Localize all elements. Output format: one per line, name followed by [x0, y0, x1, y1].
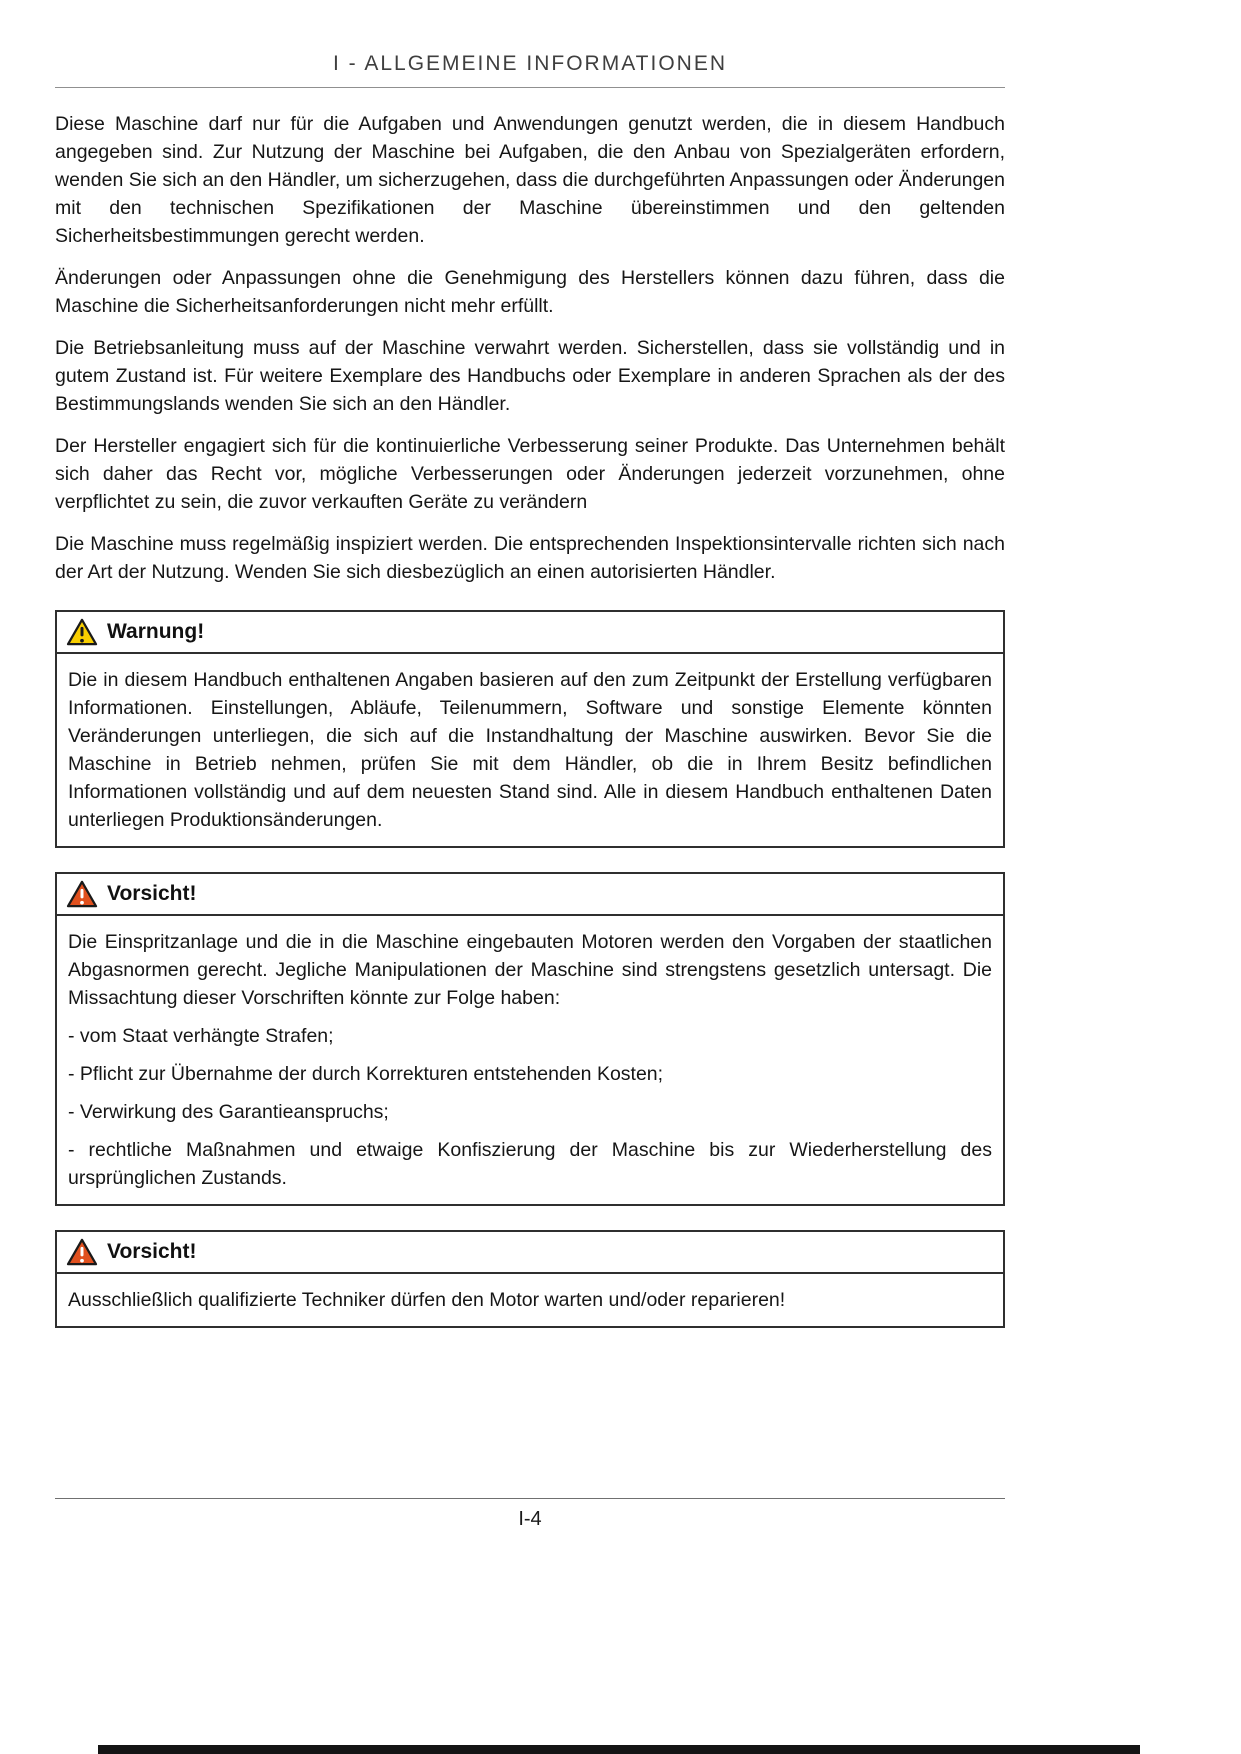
- header-divider: [55, 87, 1005, 88]
- warning-box-header: [57, 612, 1003, 654]
- caution-list-item: - rechtliche Maßnahmen und etwaige Konfiszierung der Maschine bis zur Wiederherstellung des ursprünglichen Zustands.: [68, 1139, 992, 1189]
- footer-divider: [55, 1498, 1005, 1499]
- caution-triangle-icon: [66, 880, 98, 908]
- body-paragraph: Die Betriebsanleitung muss auf der Maschine verwahrt werden. Sicherstellen, dass sie vollständig und in gutem Zustand ist. Für weitere Exemplare des Handbuchs oder Exemplare in anderen Sprachen als der des Bestimmungslands wenden Sie sich an den Händler.: [55, 337, 1005, 415]
- caution-box-header: [57, 874, 1003, 916]
- caution-box-title: Vorsicht!: [107, 882, 197, 905]
- body-paragraph: Diese Maschine darf nur für die Aufgaben und Anwendungen genutzt werden, die in diesem Handbuch angegeben sind. Zur Nutzung der Maschine bei Aufgaben, die den Anbau von Spezialgeräten erfordern, wenden Sie sich an den Händler, um sicherzugehen, dass die durchgeführten Anpassungen oder Änderungen mit den technischen Spezifikationen der Maschine übereinstimmen und den geltenden Sicherheitsbestimmungen gerecht werden.: [55, 113, 1005, 247]
- body-paragraph: Der Hersteller engagiert sich für die kontinuierliche Verbesserung seiner Produkte. Das Unternehmen behält sich daher das Recht vor, mögliche Verbesserungen oder Änderungen jederzeit vorzunehmen, ohne verpflichtet zu sein, die zuvor verkauften Geräte zu verändern: [55, 435, 1005, 513]
- caution-box-body: [57, 1274, 1003, 1326]
- warning-box-body: [57, 654, 1003, 846]
- caution-list-item: - vom Staat verhängte Strafen;: [68, 1025, 334, 1047]
- caution-box-header: [57, 1232, 1003, 1274]
- page-number: I-4: [518, 1508, 542, 1530]
- scan-artifact-bar: [98, 1745, 1140, 1754]
- caution-list-item: - Verwirkung des Garantieanspruchs;: [68, 1101, 389, 1123]
- caution-box-title: Vorsicht!: [107, 1240, 197, 1263]
- page-footer: [55, 1498, 1005, 1531]
- caution-list-item: - Pflicht zur Übernahme der durch Korrekturen entstehenden Kosten;: [68, 1063, 664, 1085]
- body-paragraph: Änderungen oder Anpassungen ohne die Genehmigung des Herstellers können dazu führen, dass die Maschine die Sicherheitsanforderungen nicht mehr erfüllt.: [55, 267, 1005, 317]
- page-header: [55, 0, 1005, 88]
- caution-box-emissions: [55, 872, 1005, 1206]
- caution-box-service: [55, 1230, 1005, 1328]
- body-paragraph: Die Maschine muss regelmäßig inspiziert werden. Die entsprechenden Inspektionsintervalle richten sich nach der Art der Nutzung. Wenden Sie sich diesbezüglich an einen autorisierten Händler.: [55, 533, 1005, 583]
- caution-triangle-icon: [66, 1238, 98, 1266]
- warning-triangle-icon: [66, 618, 98, 646]
- caution-intro-text: Die Einspritzanlage und die in die Maschine eingebauten Motoren werden den Vorgaben der staatlichen Abgasnormen gerecht. Jegliche Manipulationen der Maschine sind strengstens gesetzlich untersagt. Die Missachtung dieser Vorschriften könnte zur Folge haben:: [68, 931, 992, 1009]
- caution-box-text: Ausschließlich qualifizierte Techniker dürfen den Motor warten und/oder reparieren!: [68, 1289, 786, 1311]
- warning-box-text: Die in diesem Handbuch enthaltenen Angaben basieren auf den zum Zeitpunkt der Erstellung verfügbaren Informationen. Einstellungen, Abläufe, Teilenummern, Software und sonstige Elemente könnten Veränderungen unterliegen, die sich auf die Instandhaltung der Maschine auswirken. Bevor Sie die Maschine in Betrieb nehmen, prüfen Sie mit dem Händler, ob die in Ihrem Besitz befindlichen Informationen vollständig und auf dem neuesten Stand sind. Alle in diesem Handbuch enthaltenen Daten unterliegen Produktionsänderungen.: [68, 669, 992, 831]
- warning-box-title: Warnung!: [107, 620, 205, 643]
- page-content: [55, 0, 1005, 1328]
- chapter-title: I - ALLGEMEINE INFORMATIONEN: [333, 52, 727, 75]
- caution-box-body: [57, 916, 1003, 1204]
- warning-box: [55, 610, 1005, 848]
